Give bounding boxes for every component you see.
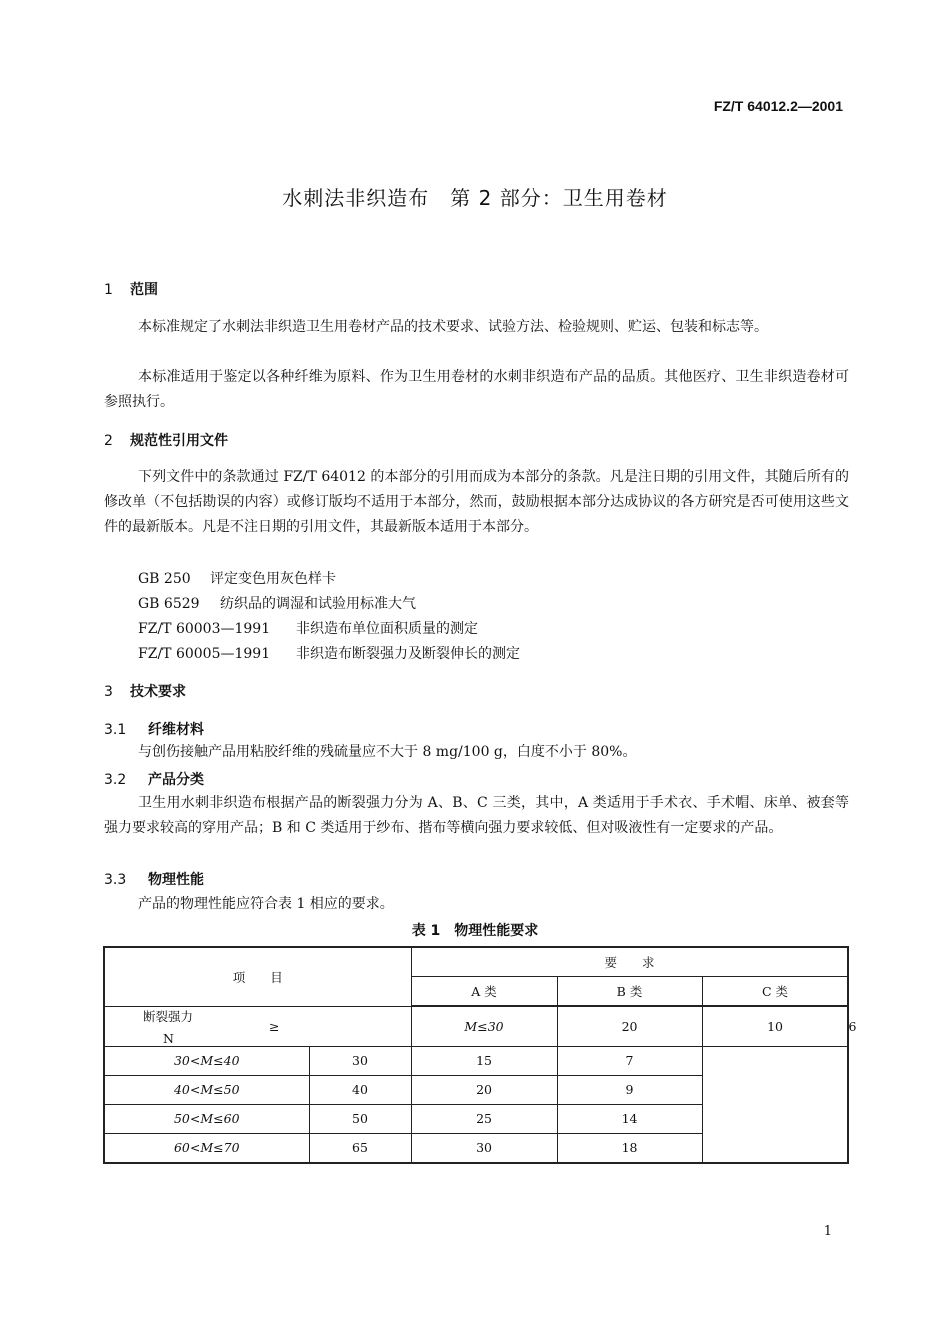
value-cell-c: 14 <box>557 1104 702 1133</box>
subsection-3-3-paragraph: 产品的物理性能应符合表 1 相应的要求。 <box>138 896 394 912</box>
header-class-c: C 类 <box>702 977 848 1007</box>
reference-item <box>138 593 416 613</box>
reference-title: 非织造布断裂强力及断裂伸长的测定 <box>296 646 520 662</box>
table-row <box>104 1133 848 1163</box>
reference-title: 纺织品的调湿和试验用标准大气 <box>220 596 416 612</box>
document-code: FZ/T 64012.2—2001 <box>713 98 843 114</box>
value-cell-b: 20 <box>411 1075 557 1104</box>
section-title: 范围 <box>130 282 158 298</box>
value-cell-a: 50 <box>309 1104 411 1133</box>
reference-item <box>138 643 520 663</box>
value-cell-b: 25 <box>411 1104 557 1133</box>
mass-range-cell: 50<M≤60 <box>104 1104 309 1133</box>
subsection-number: 3.1 <box>104 722 127 738</box>
mass-range-cell: M≤30 <box>411 1006 557 1046</box>
subsection-title: 物理性能 <box>148 872 204 888</box>
header-class-b: B 类 <box>557 977 702 1007</box>
value-cell-b: 30 <box>411 1133 557 1163</box>
section-2-heading <box>104 430 228 450</box>
subsection-number: 3.2 <box>104 772 127 788</box>
header-item-cell: 项 目 <box>104 947 411 1006</box>
subsection-3-2-paragraph: 卫生用水刺非织造布根据产品的断裂强力分为 A、B、C 三类，其中，A 类适用于手术衣、手术帽、床单、被套等强力要求较高的穿用产品；B 和 C 类适用于纱布、揩布等横向强力要求较低、但对吸液性有一定要求的产品。 <box>104 795 849 836</box>
comparison-symbol: ≥ <box>269 1018 280 1034</box>
reference-code: FZ/T 60005—1991 <box>138 646 271 662</box>
value-cell-b: 10 <box>702 1006 848 1046</box>
section-3-heading <box>104 681 186 701</box>
value-cell-b: 15 <box>411 1046 557 1075</box>
value-cell-a: 40 <box>309 1075 411 1104</box>
table-row <box>104 1046 848 1075</box>
mass-range-cell: 30<M≤40 <box>104 1046 309 1075</box>
value-cell-a: 20 <box>557 1006 702 1046</box>
physical-properties-table: 项 目 要 求 A 类 B 类 C 类 断裂强力 N ≥ M≤30 20 10 6 30<M≤40 30 15 7 40<M≤50 40 20 9 50<M≤60 50 25 14 60<M≤70 65 30 18 <box>103 946 849 1164</box>
reference-code: GB 250 <box>138 571 191 587</box>
breaking-strength-label: 断裂强力 <box>143 1008 194 1024</box>
value-cell-c: 7 <box>557 1046 702 1075</box>
value-cell-c: 9 <box>557 1075 702 1104</box>
section-number: 2 <box>104 433 113 449</box>
subsection-3-2-heading <box>104 769 204 789</box>
subsection-number: 3.3 <box>104 872 127 888</box>
value-cell-c: 18 <box>557 1133 702 1163</box>
section-1-paragraph-1: 本标准规定了水刺法非织造卫生用卷材产品的技术要求、试验方法、检验规则、贮运、包装和标志等。 <box>138 319 768 335</box>
table-row <box>104 1104 848 1133</box>
reference-code: GB 6529 <box>138 596 200 612</box>
reference-item <box>138 568 336 588</box>
subsection-title: 纤维材料 <box>148 722 204 738</box>
mass-range-cell: 40<M≤50 <box>104 1075 309 1104</box>
value-cell-a: 30 <box>309 1046 411 1075</box>
reference-title: 非织造布单位面积质量的测定 <box>296 621 478 637</box>
unit-label: N <box>163 1030 174 1046</box>
page-number: 1 <box>823 1224 832 1239</box>
section-title: 技术要求 <box>130 684 186 700</box>
subsection-3-3-heading <box>104 869 204 889</box>
subsection-title: 产品分类 <box>148 772 204 788</box>
table-caption: 表 1 物理性能要求 <box>411 923 539 939</box>
reference-item <box>138 618 478 638</box>
reference-title: 评定变色用灰色样卡 <box>210 571 336 587</box>
comparison-symbol-cell <box>269 1006 411 1046</box>
section-1-heading <box>104 279 158 299</box>
header-class-a: A 类 <box>411 977 557 1007</box>
section-title: 规范性引用文件 <box>130 433 228 449</box>
subsection-3-1-paragraph: 与创伤接触产品用粘胶纤维的残硫量应不大于 8 mg/100 g，白度不小于 80%。 <box>138 744 637 760</box>
subsection-3-1-heading <box>104 719 204 739</box>
section-number: 3 <box>104 684 113 700</box>
table-row <box>104 1075 848 1104</box>
mass-range-cell: 60<M≤70 <box>104 1133 309 1163</box>
section-number: 1 <box>104 282 113 298</box>
reference-code: FZ/T 60003—1991 <box>138 621 271 637</box>
header-requirement-cell: 要 求 <box>411 947 848 977</box>
section-2-paragraph: 下列文件中的条款通过 FZ/T 64012 的本部分的引用而成为本部分的条款。凡是注日期的引用文件，其随后所有的修改单（不包括勘误的内容）或修订版均不适用于本部分，然而，鼓励根据本部分达成协议的各方研究是否可使用这些文件的最新版本。凡是不注日期的引用文件，其最新版本适用于本部分。 <box>104 469 849 535</box>
value-cell-a: 65 <box>309 1133 411 1163</box>
document-title: 水刺法非织造布 第 2 部分：卫生用卷材 <box>282 186 668 210</box>
section-1-paragraph-2: 本标准适用于鉴定以各种纤维为原料、作为卫生用卷材的水刺非织造布产品的品质。其他医疗、卫生非织造卷材可参照执行。 <box>104 369 849 410</box>
